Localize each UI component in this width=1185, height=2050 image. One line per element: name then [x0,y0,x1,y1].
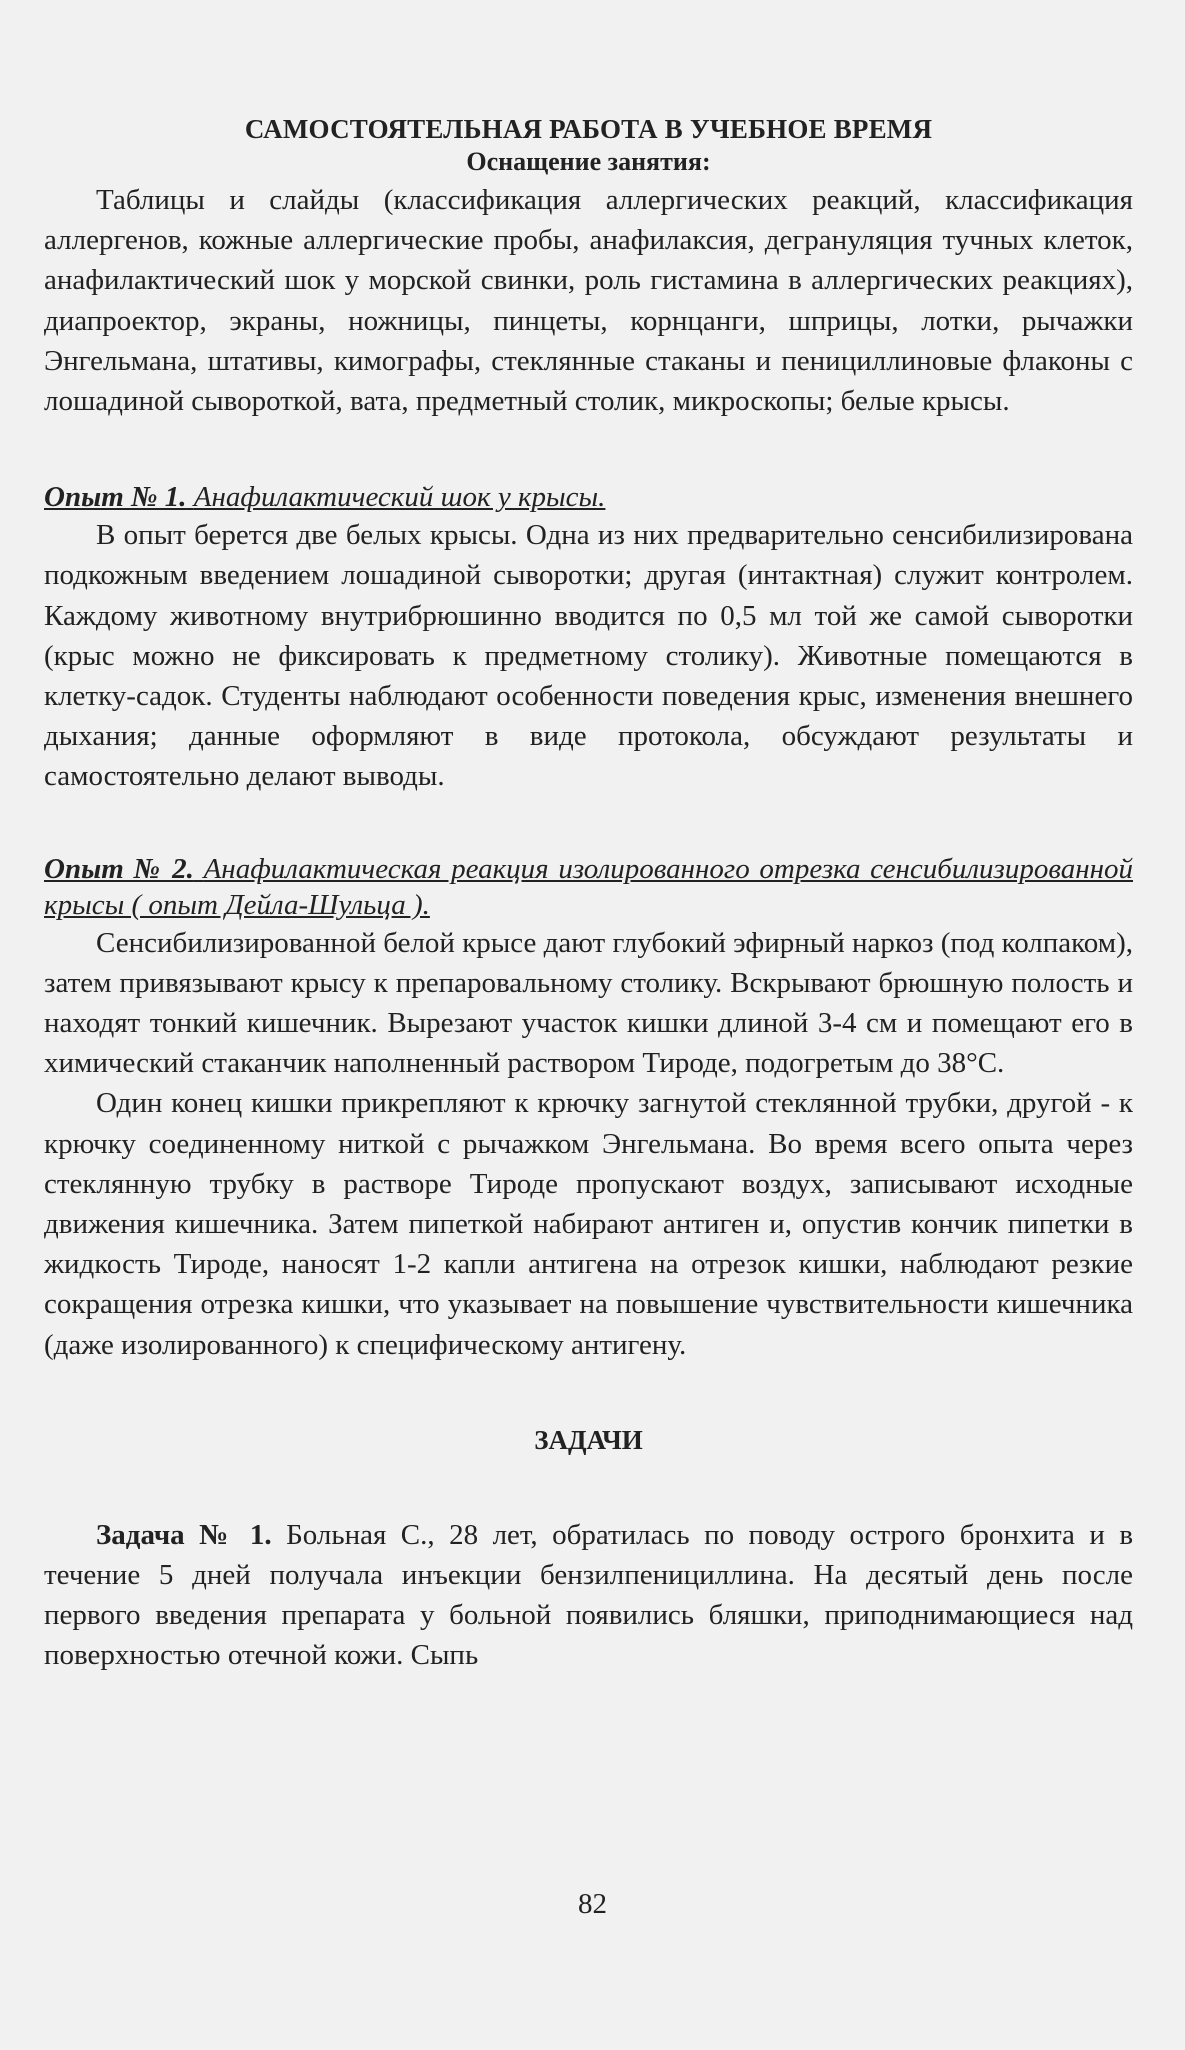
tasks-title: ЗАДАЧИ [534,1424,643,1455]
spacer [44,421,1133,479]
page-number: 82 [578,1888,607,1920]
spacer [44,1365,1133,1423]
experiment-1-heading [44,479,1133,515]
task-1-label: Задача № 1. [96,1518,272,1551]
experiment-2-title: Анафилактическая реакция изолированного отрезка сенсибилизированной крысы ( опыт Дейла-Шульца ). [44,852,1133,921]
task-1-paragraph [44,1515,1133,1676]
experiment-1-label: Опыт № 1. [44,481,187,514]
spacer [44,797,1133,851]
experiment-1-title: Анафилактический шок у крысы. [193,481,606,514]
page-subtitle: Оснащение занятия: [466,147,711,176]
task-1-text: Больная С., 28 лет, обратилась по поводу острого бронхита и в течение 5 дней получала инъекции бензилпенициллина. На десятый день после первого введения препарата у больной появились бляшки, приподнимающиеся над поверхностью отечной кожи. Сыпь [44,1518,1134,1672]
experiment-2-paragraph-1: Сенсибилизированной белой крысе дают глубокий эфирный наркоз (под колпаком), затем привязывают крысу к препаровальному столику. Вскрывают брюшную полость и находят тонкий кишечник. Вырезают участок кишки длиной 3-4 см и помещают его в химический стаканчик наполненный раствором Тироде, подогретым до 38°С. [44,926,1133,1080]
experiment-2-label: Опыт № 2. [44,852,194,885]
page-title: САМОСТОЯТЕЛЬНАЯ РАБОТА В УЧЕБНОЕ ВРЕМЯ [244,114,933,144]
experiment-2-paragraph-2: Один конец кишки прикрепляют к крючку загнутой стеклянной трубки, другой - к крючку соединенному ниткой с рычажком Энгельмана. Во время всего опыта через стеклянную трубку в растворе Тироде пропускают воздух, записывают исходные движения кишечника. Затем пипеткой набирают антиген и, опустив кончик пипетки в жидкость Тироде, наносят 1-2 капли антигена на отрезок кишки, наблюдают резкие сокращения отрезка кишки, что указывает на повышение чувствительности кишечника (даже изолированного) к специфическому антигену. [44,1087,1133,1361]
experiment-1-paragraph: В опыт берется две белых крысы. Одна из них предварительно сенсибилизирована подкожным введением лошадиной сыворотки; другая (интактная) служит контролем. Каждому животному внутрибрюшинно вводится по 0,5 мл той же самой сыворотки (крыс можно не фиксировать к предметному столику). Животные помещаются в клетку-садок. Студенты наблюдают особенности поведения крыс, изменения внешнего дыхания; данные оформляют в виде протокола, обсуждают результаты и самостоятельно делают выводы. [44,519,1133,793]
experiment-2-heading [44,851,1133,923]
equipment-paragraph: Таблицы и слайды (классификация аллергических реакций, классификация аллергенов, кожные аллергические пробы, анафилаксия, дегрануляция тучных клеток, анафилактический шок у морской свинки, роль гистамина в аллергических реакциях), диапроектор, экраны, ножницы, пинцеты, корнцанги, шприцы, лотки, рычажки Энгельмана, штативы, кимографы, стеклянные стаканы и пенициллиновые флаконы с лошадиной сывороткой, вата, предметный столик, микроскопы; белые крысы. [44,184,1133,418]
spacer [44,1457,1133,1515]
